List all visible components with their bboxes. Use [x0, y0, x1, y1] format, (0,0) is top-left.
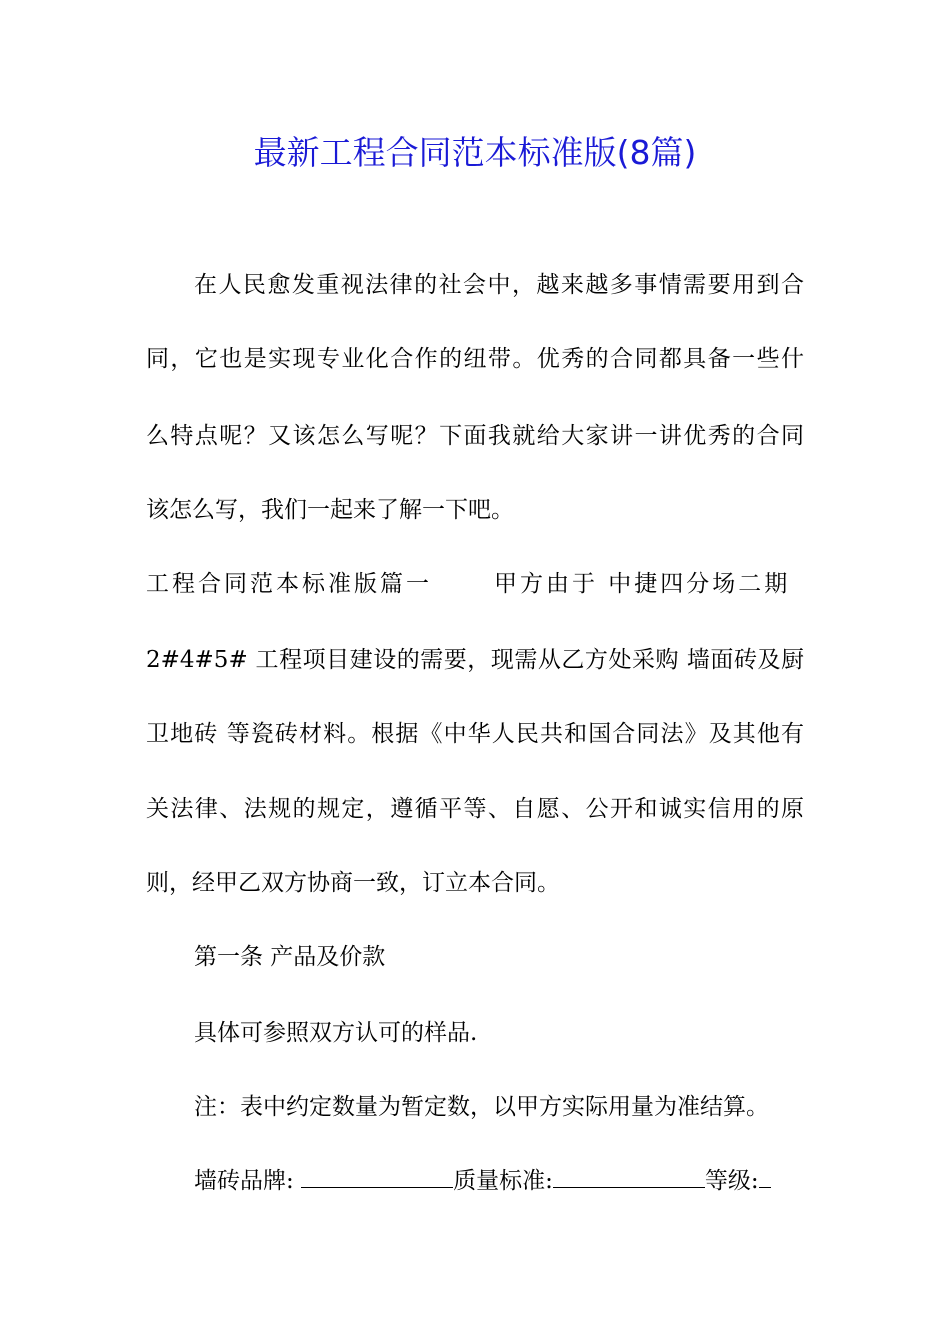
- body-first-line: 甲方由于 中捷四分场二期: [494, 571, 791, 597]
- intro-line-2: 同，它也是实现专业化合作的纽带。优秀的合同都具备一些什: [146, 346, 804, 372]
- article-one-heading: 第一条 产品及价款: [194, 944, 386, 970]
- sample-note: 具体可参照双方认可的样品.: [194, 1020, 478, 1046]
- body-line-2: 卫地砖 等瓷砖材料。根据《中华人民共和国合同法》及其他有: [146, 721, 804, 747]
- brand-label: 墙砖品牌:: [194, 1168, 294, 1194]
- quantity-note: 注：表中约定数量为暂定数，以甲方实际用量为准结算。: [194, 1094, 769, 1120]
- body-line-4: 则，经甲乙双方协商一致，订立本合同。: [146, 870, 560, 896]
- quality-label: 质量标准:: [453, 1168, 553, 1194]
- section-heading-line: [146, 567, 804, 601]
- form-fields-line: [194, 1164, 771, 1198]
- quality-blank: [553, 1165, 705, 1188]
- brand-blank: [301, 1165, 453, 1188]
- grade-blank: [759, 1165, 771, 1188]
- intro-line-3: 么特点呢？又该怎么写呢？下面我就给大家讲一讲优秀的合同: [146, 423, 804, 449]
- document-title: 最新工程合同范本标准版(8篇): [253, 133, 697, 172]
- body-line-1: 2#4#5# 工程项目建设的需要，现需从乙方处采购 墙面砖及厨: [146, 647, 804, 673]
- grade-label: 等级:: [704, 1168, 759, 1194]
- section-heading: 工程合同范本标准版篇一: [146, 571, 432, 597]
- intro-line-1: 在人民愈发重视法律的社会中，越来越多事情需要用到合: [194, 272, 804, 298]
- intro-line-4: 该怎么写，我们一起来了解一下吧。: [146, 497, 514, 523]
- body-line-3: 关法律、法规的规定，遵循平等、自愿、公开和诚实信用的原: [146, 796, 804, 822]
